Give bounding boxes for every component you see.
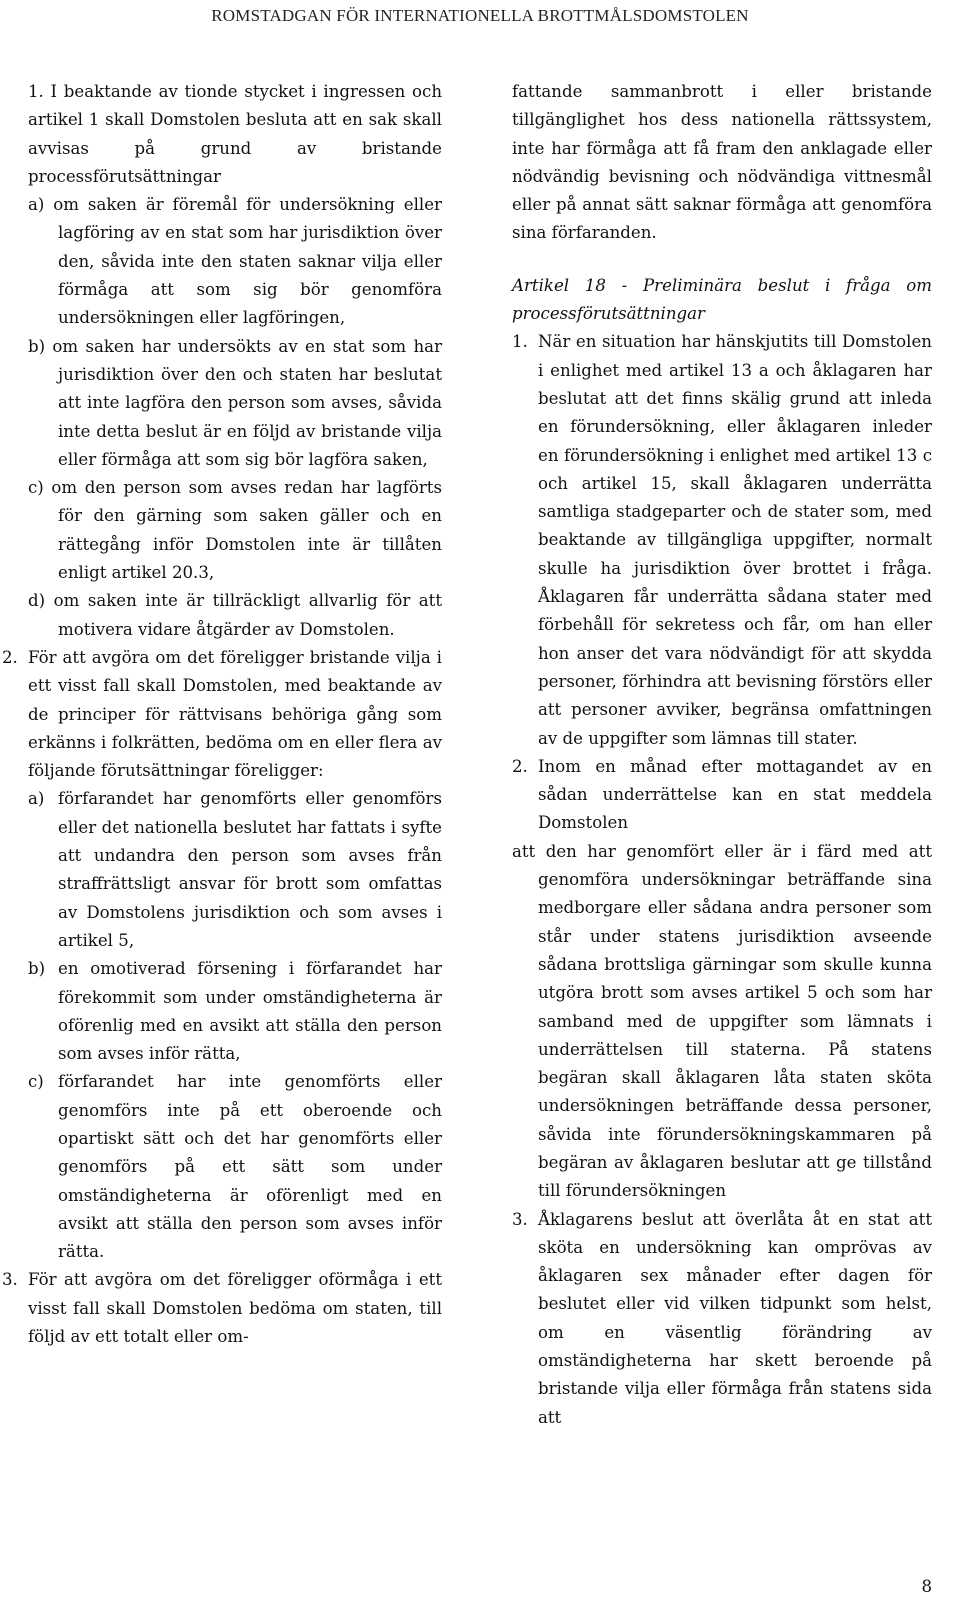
paragraph-2 (2, 644, 442, 785)
paragraph-1-item-c: c) om den person som avses redan har lagförts för den gärning som saken gäller och en rättegång inför Domstolen inte är tillåten enligt artikel 20.3, (28, 478, 442, 583)
paragraph-2-item-b (28, 955, 442, 1068)
item-label: c) (28, 1072, 44, 1092)
paragraph-3 (2, 1266, 442, 1351)
article-18-paragraph-2-continuation: att den har genomfört eller är i färd med att genomföra undersökningar beträffande sina medborgare eller sådana andra personer som står under statens jurisdiktion avseende sådana brottsliga gärningar som skulle kunna utgöra brott som avses artikel 5 och som har samband med de uppgifter som lämnats i underrättelsen till staterna. På statens begäran skall åklagaren låta staten sköta undersökningen beträffande dessa personer, såvida inte förundersökningskammaren på begäran av åklagaren beslutar att ge tillstånd till förundersökningen (512, 841, 932, 1201)
article-18-heading: Artikel 18 - Preliminära beslut i fråga om processförutsättningar (512, 275, 932, 324)
item-label: b) (28, 959, 46, 979)
paragraph-1-intro: 1. I beaktande av tionde stycket i ingressen och artikel 1 skall Domstolen besluta att en sak skall avvisas på grund av bristande processförutsättningar (28, 82, 442, 186)
paragraph-3-continuation: fattande sammanbrott i eller bristande tillgänglighet hos dess nationella rättssystem, inte har förmåga att få fram den anklagade eller nödvändig bevisning och nödvändiga vittnesmål eller på annat sätt saknar förmåga att genomföra sina förfaranden. (512, 82, 932, 243)
paragraph-1-item-d: d) om saken inte är tillräckligt allvarlig för att motivera vidare åtgärder av Domstolen. (28, 591, 442, 639)
paragraph-2-item-c (28, 1068, 442, 1266)
running-header: ROMSTADGAN FÖR INTERNATIONELLA BROTTMÅLSDOMSTOLEN (211, 6, 749, 25)
paragraph-text: Inom en månad efter mottagandet av en sådan underrättelse kan en stat meddela Domstolen (538, 756, 932, 833)
article-18-paragraph-2 (512, 753, 932, 838)
item-text: förfarandet har inte genomförts eller genomförs inte på ett oberoende och opartiskt sätt och det har genomförts eller genomförs på ett sätt som under omständigheterna är oförenligt med en avsikt att ställa den person som avses inför rätta. (58, 1072, 442, 1262)
article-18-paragraph-1 (512, 328, 932, 752)
right-column (512, 78, 932, 1432)
paragraph-number: 2. (512, 756, 528, 776)
paragraph-2-number: 2. (2, 647, 18, 667)
paragraph-number: 1. (512, 332, 528, 352)
paragraph-2-item-a (28, 785, 442, 955)
item-label: a) (28, 789, 45, 809)
item-text: en omotiverad försening i förfarandet har förekommit som under omständigheterna är oförenlig med en avsikt att ställa den person som avses inför rätta, (58, 959, 442, 1064)
paragraph-2-intro: För att avgöra om det föreligger bristande vilja i ett visst fall skall Domstolen, med beaktande av de principer för rättvisans behöriga gång som erkänns i folkrätten, bedöma om en eller flera av följande förutsättningar föreligger: (28, 647, 442, 781)
paragraph-text: Åklagarens beslut att överlåta åt en stat att sköta en undersökning kan omprövas av åklagaren sex månader efter dagen för beslutet eller vid vilken tidpunkt som helst, om en väsentlig förändring av omständigheterna har skett beroende på bristande vilja eller förmåga från statens sida att (538, 1209, 932, 1427)
paragraph-number: 3. (512, 1209, 528, 1229)
item-text: förfarandet har genomförts eller genomförs eller det nationella beslutet har fattats i syfte att undandra den person som avses från straffrättsligt ansvar för brott som omfattas av Domstolens jurisdiktion och som avses i artikel 5, (58, 789, 442, 950)
paragraph-1-item-a: a) om saken är föremål för undersökning eller lagföring av en stat som har jurisdiktion över den, såvida inte den staten saknar vilja eller förmåga att som sig bör genomföra undersökningen eller lagföringen, (28, 195, 442, 328)
article-18-paragraph-3 (512, 1206, 932, 1432)
paragraph-3-number: 3. (2, 1270, 18, 1290)
paragraph-text: När en situation har hänskjutits till Domstolen i enlighet med artikel 13 a och åklagaren har beslutat att det finns skälig grund att inleda en förundersökning, eller åklagaren inleder en förundersökning i enlighet med artikel 13 c och artikel 15, skall åklagaren underrätta samtliga stadgeparter och de stater som, med beaktande av tillgängliga uppgifter, normalt skulle ha jurisdiktion över brottet i fråga. Åklagaren får underrätta sådana stater med förbehåll för sekretess och får, om han eller hon anser det vara nödvändigt för att skydda personer, förhindra att bevisning förstörs eller att personer avviker, begränsa omfattningen av de uppgifter som lämnas till stater. (538, 332, 932, 748)
left-column (2, 78, 442, 1351)
paragraph-1-item-b: b) om saken har undersökts av en stat som har jurisdiktion över den och staten har beslutat att inte lagföra den person som avses, såvida inte detta beslut är en följd av bristande vilja eller förmåga att som sig bör lagföra saken, (28, 336, 442, 469)
paragraph-3-intro: För att avgöra om det föreligger oförmåga i ett visst fall skall Domstolen bedöma om staten, till följd av ett totalt eller om- (28, 1270, 442, 1347)
page-number: 8 (921, 1577, 932, 1596)
